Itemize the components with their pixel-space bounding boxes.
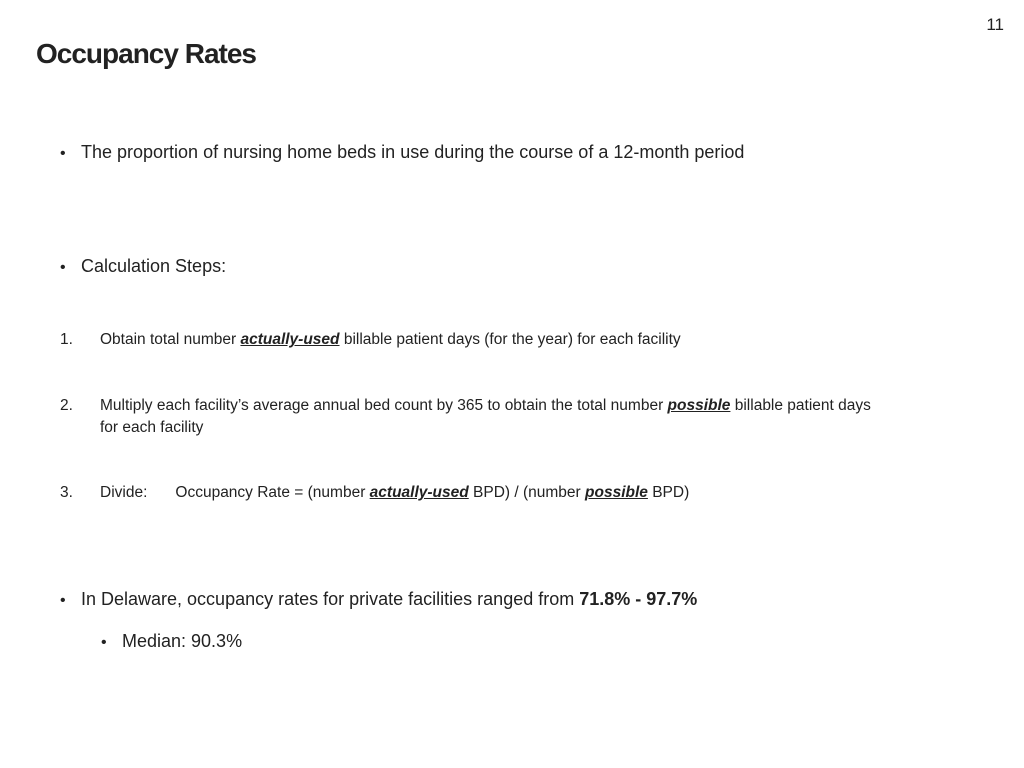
bullet-dot-icon: • [60,145,66,162]
bullet-dot-icon: • [101,634,107,651]
occupancy-range: 71.8% - 97.7% [579,589,698,609]
step-number: 1. [60,331,73,348]
step-text-post: billable patient days for each facility [100,397,871,436]
definition-text: The proportion of nursing home beds in use during the course of a 12-month period [81,142,745,162]
divide-label: Divide: [100,484,148,501]
formula-mid: BPD) / (number [468,484,586,501]
emphasis-possible: possible [667,397,731,414]
delaware-bullet [60,589,697,610]
step-3 [60,482,890,504]
emphasis-actually-used: actually-used [369,484,469,501]
step-text [100,329,890,351]
median-bullet [101,631,242,652]
step-text [100,395,890,439]
step-text-pre: Multiply each facility’s average annual bed count by 365 to obtain the total number [100,397,668,414]
emphasis-possible: possible [585,484,648,501]
delaware-text-pre: In Delaware, occupancy rates for private facilities ranged from [81,589,580,609]
delaware-text [81,589,697,610]
step-1 [60,329,890,351]
calculation-steps-bullet [60,256,226,277]
bullet-dot-icon: • [60,259,66,276]
bullet-dot-icon: • [60,592,66,609]
step-number: 3. [60,484,73,501]
definition-bullet [60,142,744,163]
median-text: Median: 90.3% [122,631,243,651]
formula-pre: Occupancy Rate = (number [175,484,370,501]
slide-number: 11 [986,15,1004,34]
calculation-steps-heading: Calculation Steps: [81,256,227,276]
emphasis-actually-used: actually-used [240,331,340,348]
slide-title: Occupancy Rates [36,38,256,69]
step-text [100,482,890,504]
step-text-pre: Obtain total number [100,331,241,348]
step-number: 2. [60,397,73,414]
step-2 [60,395,890,439]
step-text-post: billable patient days (for the year) for each facility [339,331,681,348]
formula-post: BPD) [647,484,690,501]
